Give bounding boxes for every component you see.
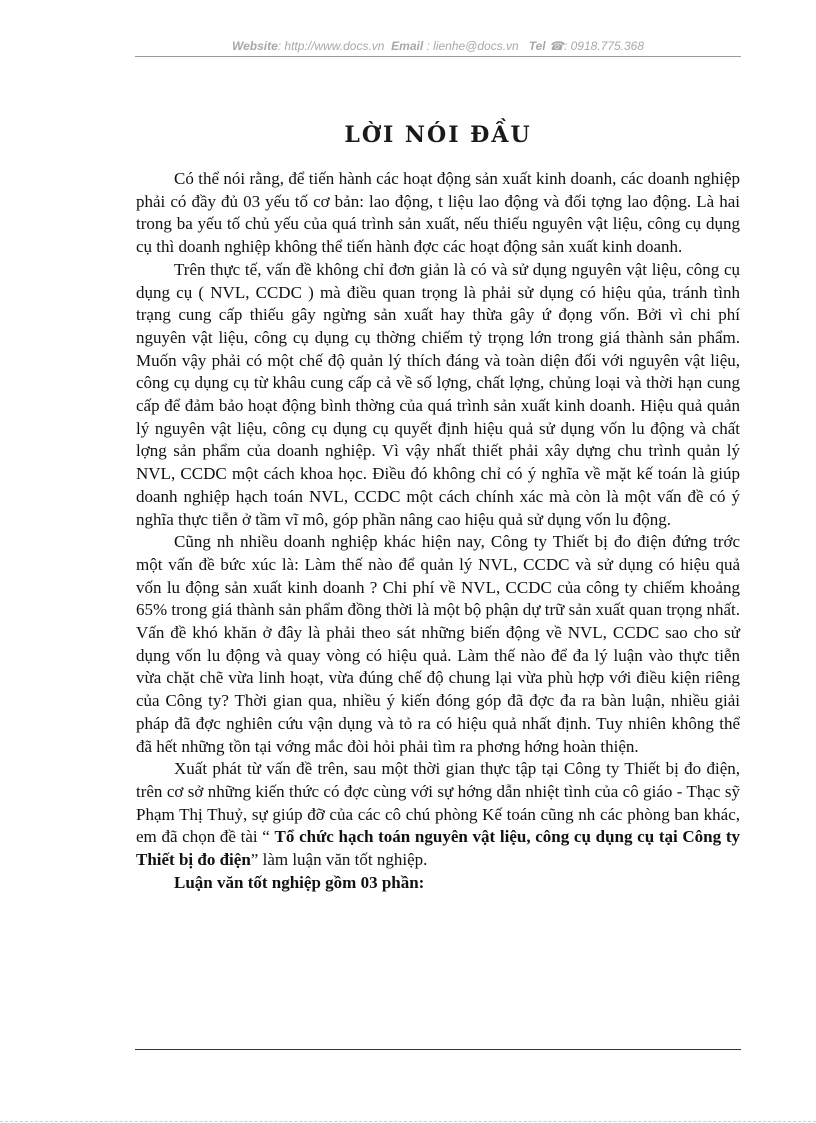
closing-heading: Luận văn tốt nghiệp gồm 03 phần: [174, 872, 425, 892]
email-value[interactable]: : lienhe@docs.vn [423, 39, 519, 53]
website-label: Website [231, 39, 278, 53]
tel-value: : 0918.775.368 [563, 39, 645, 53]
paragraph-2: Trên thực tế, vấn đề không chỉ đơn giản là có và sử dụng nguyên vật liệu, công cụ dụng cụ ( NVL, CCDC ) mà điều quan trọng là phải sử dụng có hiệu qủa, tránh tình trạng cung cấp thiếu gây ngừng sản xuất hay thừa gây ứ đọng vốn. Bởi vì chi phí nguyên vật liệu, công cụ dụng cụ thờng chiếm tỷ trọng lớn trong giá thành sản phẩm. Muốn vậy phải có một chế độ quản lý thích đáng và toàn diện đối với nguyên vật liệu, công cụ dụng cụ từ khâu cung cấp cả về số lợng, chất lợng, chủng loại và thời hạn cung cấp để đảm bảo hoạt động bình thờng của quá trình sản xuất kinh doanh. Hiệu quả quản lý nguyên vật liệu, công cụ dụng cụ quyết định hiệu quả sử dụng vốn lu động và chất lợng sản phẩm của doanh nghiệp. Vì vậy nhất thiết phải xây dựng chu trình quản lý NVL, CCDC một cách khoa học. Điều đó không chỉ có ý nghĩa về mặt kế toán là giúp doanh nghiệp hạch toán NVL, CCDC một cách chính xác mà còn là một vấn đề có ý nghĩa thực tiễn ở tầm vĩ mô, góp phần nâng cao hiệu quả sử dụng vốn lu động. [136, 259, 740, 529]
phone-icon: ☎ [549, 39, 564, 53]
paragraph-4-intro: Xuất phát từ vấn đề trên, sau một thời gian thực tập tại Công ty Thiết bị đo điện, trên cơ sở những kiến thức có đợc cùng với sự hớng dẫn nhiệt tình của cô giáo - Thạc sỹ Phạm Thị Thuỷ, sự giúp đỡ của các cô chú phòng Kế toán cũng nh các phòng ban khác, em đã chọn đề tài “ [136, 759, 740, 847]
document-body [136, 168, 740, 895]
page-edge [0, 1121, 816, 1122]
paragraph-1: Có thể nói rằng, để tiến hành các hoạt động sản xuất kinh doanh, các doanh nghiệp phải có đầy đủ 03 yếu tố cơ bản: lao động, t liệu lao động và đối tợng lao động. Là hai trong ba yếu tố chủ yếu của quá trình sản xuất, nếu thiếu nguyên vật liệu, công cụ dụng cụ thì doanh nghiệp không thể tiến hành đợc các hoạt động sản xuất kinh doanh. [136, 169, 740, 257]
website-value[interactable]: : http://www.docs.vn [277, 39, 385, 53]
paragraph-3: Cũng nh nhiều doanh nghiệp khác hiện nay, Công ty Thiết bị đo điện đứng trớc một vấn đề bức xúc là: Làm thế nào để quản lý NVL, CCDC và sử dụng có hiệu quả vốn lu động sản xuất kinh doanh ? Chi phí về NVL, CCDC của công ty chiếm khoảng 65% trong giá thành sản phẩm đồng thời là một bộ phận dự trữ sản xuất quan trọng nhất. Vấn đề khó khăn ở đây là phải theo sát những biến động về NVL, CCDC sao cho sử dụng vốn lu động và quay vòng có hiệu quả. Làm thế nào để đa lý luận vào thực tiễn vừa chặt chẽ vừa linh hoạt, vừa đúng chế độ chung lại vừa phù hợp với điều kiện riêng của Công ty? Thời gian qua, nhiều ý kiến đóng góp đã đợc đa ra bàn luận, nhiều giải pháp đã đợc nghiên cứu vận dụng và tỏ ra có hiệu quả nhất định. Tuy nhiên không thể đã hết những tồn tại vớng mắc đòi hỏi phải tìm ra phơng hớng hoàn thiện. [136, 532, 740, 756]
tel-label: Tel [528, 39, 546, 53]
paragraph-4-end: ” làm luận văn tốt nghiệp. [250, 850, 428, 870]
page-header [135, 39, 741, 53]
thesis-topic: Tổ chức hạch toán nguyên vật liệu, công cụ dụng cụ tại Công ty Thiết bị đo điện [136, 827, 740, 870]
paragraph-4 [136, 758, 740, 872]
page-title: LỜI NÓI ĐẦU [344, 122, 532, 148]
email-label: Email [391, 39, 424, 53]
header-divider [135, 56, 741, 57]
footer-divider [135, 1049, 741, 1050]
